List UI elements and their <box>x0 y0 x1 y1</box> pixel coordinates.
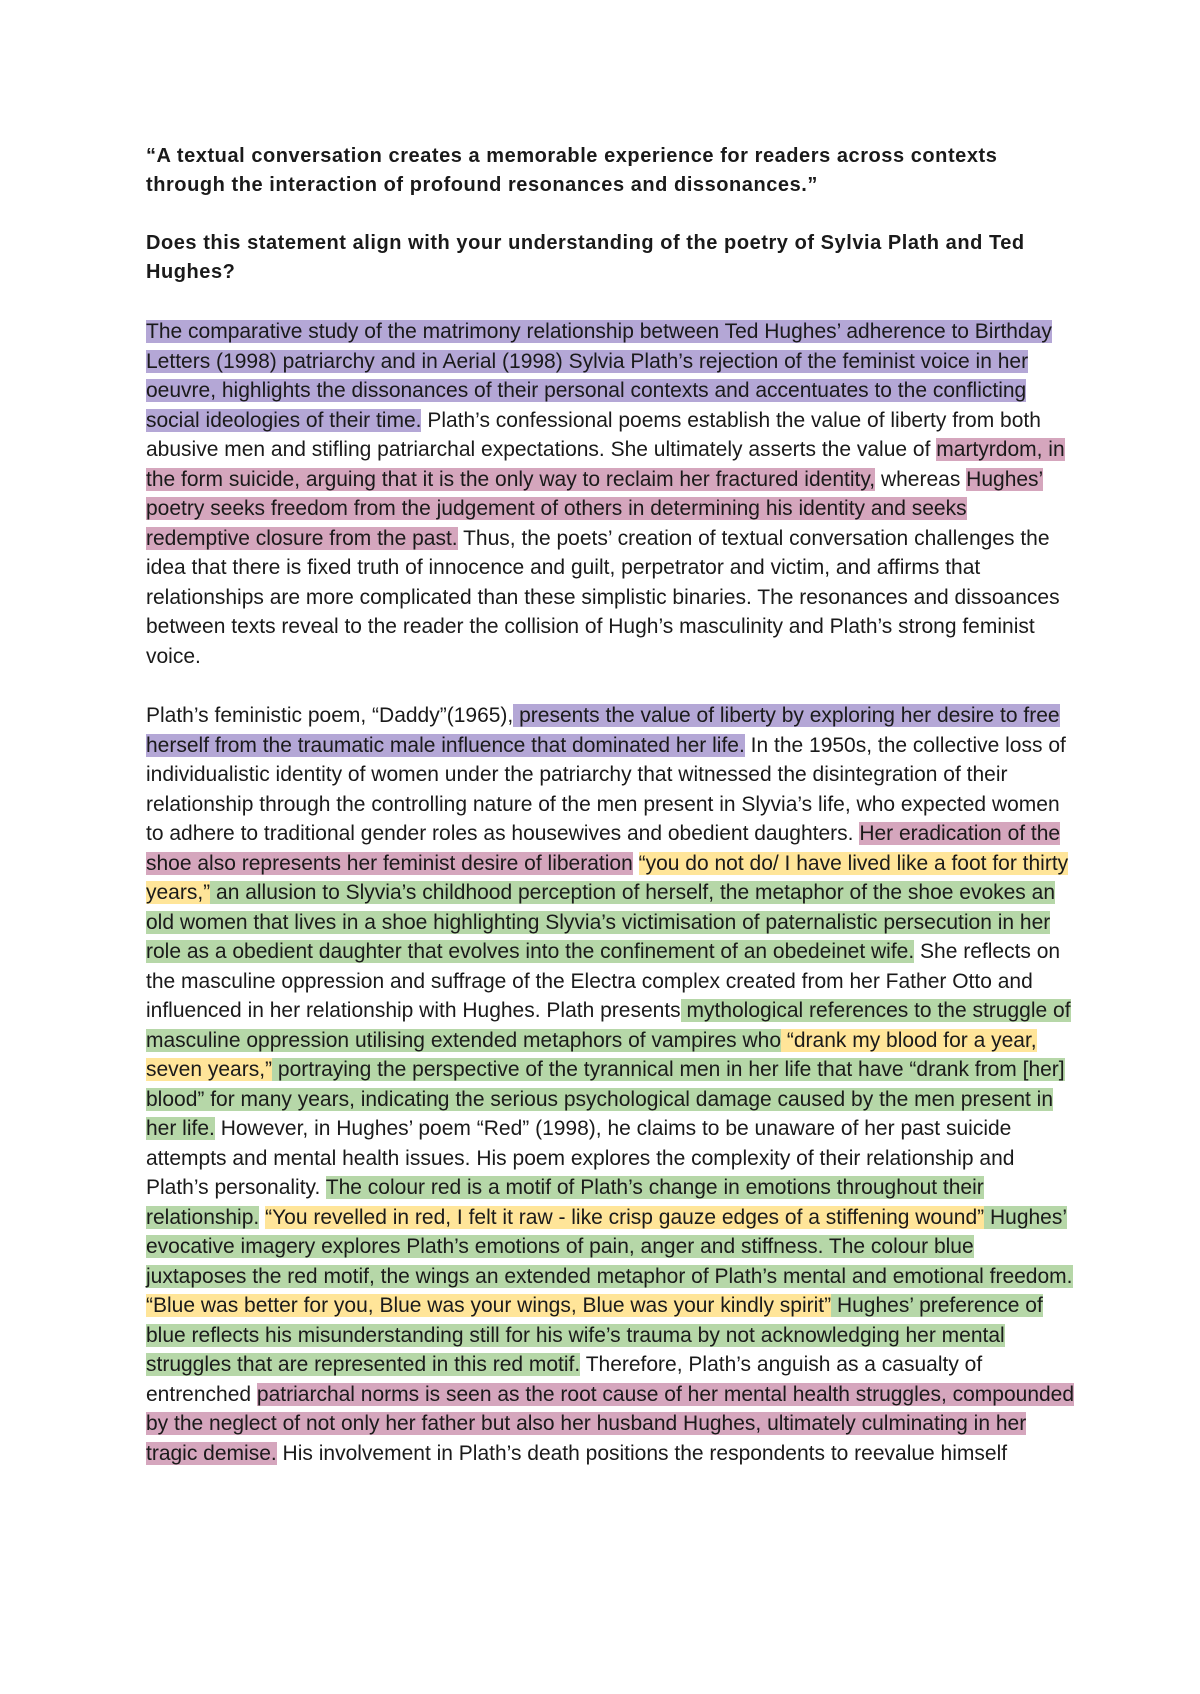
text-segment <box>633 852 639 875</box>
paragraph-introduction <box>146 317 1076 671</box>
highlighted-text-yellow: “You revelled in red, I felt it raw - like crisp gauze edges of a stiffening wound” <box>265 1205 985 1229</box>
highlighted-text-green: an allusion to Slyvia’s childhood perception of herself, the metaphor of the shoe evokes an old women that lives in a shoe highlighting Slyvia’s victimisation of paternalistic persecution in her role as a obedient daughter that evolves into the confinement of an obedeinet wife. <box>146 881 1055 963</box>
text-segment: Plath’s feministic poem, “Daddy”(1965), <box>146 704 514 727</box>
highlighted-text-purple: The comparative study of the matrimony relationship between Ted Hughes’ adherence to Birthday Letters (1998) patriarchy and in Aerial (1998) Sylvia Plath’s rejection of the feminist voice in her oeuvre, highlights the dissonances of their personal contexts and accentuates to the conflicting social ideologies of their time. <box>146 320 1052 432</box>
highlighted-text-yellow: “drank my blood for a year, seven years,” <box>146 1028 1037 1081</box>
highlighted-text-purple: presents the value of liberty by exploring her desire to free herself from the traumatic male influence that dominated her life. <box>146 704 1060 757</box>
highlighted-text-green: Hughes’ preference of blue reflects his misunderstanding still for his wife’s trauma by not acknowledging her mental struggles that are represented in this red motif. <box>146 1294 1043 1376</box>
text-segment: Plath’s confessional poems establish the value of liberty from both abusive men and stifling patriarchal expectations. She ultimately asserts the value of <box>146 408 1041 461</box>
text-segment: whereas <box>875 467 967 491</box>
highlighted-text-pink: martyrdom, in the form suicide, arguing that it is the only way to reclaim her fractured identity, <box>146 438 1065 491</box>
highlighted-text-pink: patriarchal norms is seen as the root cause of her mental health struggles, compounded by the neglect of not only her father but also her husband Hughes, ultimately culminating in her tragic demise. <box>146 1382 1075 1465</box>
paragraph-body <box>146 701 1076 1468</box>
document-body <box>146 142 1076 1468</box>
highlighted-text-pink: Her eradication of the shoe also represents her feminist desire of liberation <box>146 822 1061 875</box>
text-segment: Thus, the poets’ creation of textual conversation challenges the idea that there is fixed truth of innocence and guilt, perpetrator and victim, and affirms that relationships are more complicated than these simplistic binaries. The resonances and dissoances between texts reveal to the reader the collision of Hugh’s masculinity and Plath’s strong feminist voice. <box>146 526 1060 668</box>
text-segment: She reflects on the masculine oppression and suffrage of the Electra complex created from her Father Otto and influenced in her relationship with Hughes. Plath presents <box>146 940 1061 1022</box>
highlighted-text-pink: Hughes’ poetry seeks freedom from the judgement of others in determining his identity and seeks redemptive closure from the past. <box>146 467 1044 550</box>
highlighted-text-green: Hughes’ evocative imagery explores Plath’s emotions of pain, anger and stiffness. The colour blue juxtaposes the red motif, the wings an extended metaphor of Plath’s mental and emotional freedom. <box>146 1205 1073 1288</box>
highlighted-text-yellow: “you do not do/ I have lived like a foot for thirty years,” <box>146 851 1069 904</box>
essay-question: Does this statement align with your understanding of the poetry of Sylvia Plath and Ted Hughes? <box>146 232 1025 283</box>
text-segment: Therefore, Plath’s anguish as a casualty of entrenched <box>146 1353 983 1406</box>
text-segment: However, in Hughes’ poem “Red” (1998), he claims to be unaware of her past suicide attempts and mental health issues. His poem explores the complexity of their relationship and Plath’s personality. <box>146 1117 1015 1199</box>
highlighted-text-yellow: “Blue was better for you, Blue was your wings, Blue was your kindly spirit” <box>146 1294 832 1317</box>
essay-prompt-quote: “A textual conversation creates a memorable experience for readers across contexts through the interaction of profound resonances and dissonances.” <box>146 145 998 196</box>
text-segment: In the 1950s, the collective loss of individualistic identity of women under the patriarchy that witnessed the disintegration of their relationship through the controlling nature of the men present in Slyvia’s life, who expected women to adhere to traditional gender roles as housewives and obedient daughters. <box>146 733 1066 845</box>
highlighted-text-green: mythological references to the struggle of masculine oppression utilising extended metaphors of vampires who <box>146 999 1071 1052</box>
text-segment: His involvement in Plath’s death positions the respondents to reevalue himself <box>276 1441 1008 1465</box>
highlighted-text-green: portraying the perspective of the tyrannical men in her life that have “drank from [her] blood” for many years, indicating the serious psychological damage caused by the men present in her life. <box>146 1058 1065 1140</box>
highlighted-text-green: The colour red is a motif of Plath’s change in emotions throughout their relationship. <box>146 1176 984 1229</box>
